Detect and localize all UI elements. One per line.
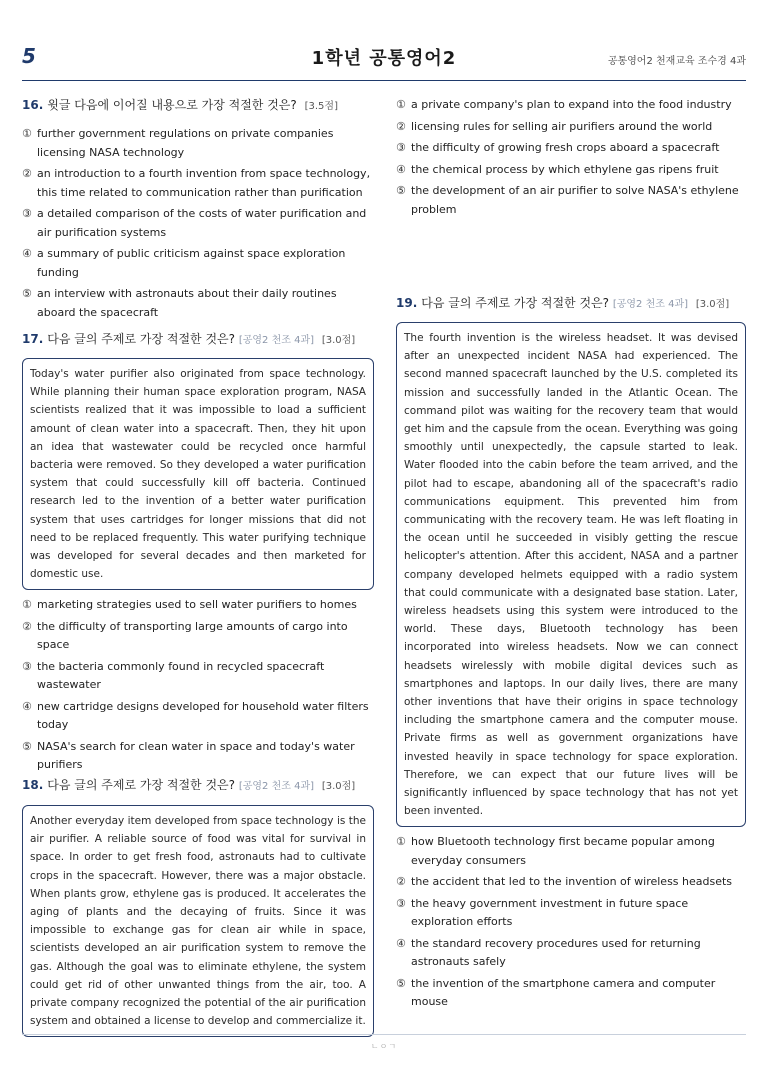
- source-tag: [공영2 천조 4과]: [238, 335, 315, 346]
- option-text: NASA's search for clean water in space and today's water purifiers: [37, 739, 355, 772]
- option-4[interactable]: [396, 161, 746, 180]
- option-marker: ③: [22, 659, 32, 673]
- option-3[interactable]: [22, 658, 374, 695]
- question-prompt: [396, 294, 746, 314]
- option-text: a detailed comparison of the costs of water purification and air purification systems: [37, 207, 367, 239]
- points: [3.0점]: [321, 781, 356, 792]
- question-18: [22, 776, 374, 1037]
- option-text: the chemical process by which ethylene gas ripens fruit: [411, 162, 719, 176]
- left-column: [22, 96, 374, 1028]
- option-text: the heavy government investment in future space exploration efforts: [411, 896, 689, 929]
- option-marker: ⑤: [396, 184, 406, 197]
- question-17: [22, 330, 374, 778]
- option-4[interactable]: [396, 935, 746, 972]
- option-text: further government regulations on private companies licensing NASA technology: [37, 127, 334, 159]
- option-4[interactable]: [22, 698, 374, 735]
- option-marker: ①: [22, 127, 32, 140]
- option-marker: ①: [22, 598, 32, 612]
- option-2[interactable]: [22, 165, 374, 202]
- option-text: the standard recovery procedures used for returning astronauts safely: [411, 936, 701, 969]
- points: [3.5점]: [304, 101, 338, 112]
- option-marker: ④: [22, 699, 32, 713]
- prompt-text: 윗글 다음에 이어질 내용으로 가장 적절한 것은?: [47, 98, 297, 112]
- option-marker: ②: [396, 875, 406, 889]
- page-title: 1학년 공통영어2: [311, 48, 457, 69]
- option-1[interactable]: [22, 596, 374, 615]
- option-text: the difficulty of growing fresh crops aboard a spacecraft: [411, 141, 720, 154]
- option-marker: ①: [396, 98, 406, 111]
- passage-box: Another everyday item developed from space technology is the air purifier. A reliable source of food was vital for survival in space. In order to get fresh food, astronauts had to cultivate crops in the spacecraft. However, there was a major obstacle. When plants grow, ethylene gas is produced. It accelerates the aging of plants and the decaying of fruits. Since it was impossible to exchange gas for clean air while in space, scientists developed an air purification system to remove the gas. Although the goal was to eliminate ethylene, the system could get rid of other unwanted things from the air, too. A private company recognized the potential of the air purification system and obtained a license to develop and commercialize it.: [22, 805, 374, 1037]
- option-text: licensing rules for selling air purifiers around the world: [411, 119, 713, 133]
- question-19: [396, 294, 746, 1015]
- option-text: how Bluetooth technology first became popular among everyday consumers: [411, 835, 715, 867]
- prompt-text: 다음 글의 주제로 가장 적절한 것은?: [421, 296, 609, 310]
- option-2[interactable]: [396, 118, 746, 137]
- option-text: a private company's plan to expand into the food industry: [411, 98, 732, 111]
- option-1[interactable]: [396, 833, 746, 870]
- option-marker: ②: [22, 619, 32, 633]
- option-text: marketing strategies used to sell water purifiers to homes: [37, 598, 357, 612]
- option-4[interactable]: [22, 245, 374, 282]
- option-text: the development of an air purifier to solve NASA's ethylene problem: [411, 184, 739, 216]
- points: [3.0점]: [695, 299, 730, 310]
- option-text: new cartridge designs developed for household water filters today: [37, 699, 369, 732]
- option-marker: ⑤: [396, 976, 406, 990]
- option-1[interactable]: [396, 96, 746, 115]
- option-5[interactable]: [396, 975, 746, 1012]
- option-marker: ③: [396, 141, 406, 154]
- option-text: an interview with astronauts about their daily routines aboard the spacecraft: [37, 287, 337, 319]
- question-number: 17.: [22, 332, 44, 346]
- question-number: 19.: [396, 296, 418, 310]
- option-marker: ③: [396, 896, 406, 910]
- right-column: [396, 96, 746, 1009]
- prompt-text: 다음 글의 주제로 가장 적절한 것은?: [47, 778, 235, 792]
- option-marker: ④: [396, 162, 406, 176]
- option-3[interactable]: [396, 895, 746, 932]
- option-2[interactable]: [22, 618, 374, 655]
- option-marker: ⑤: [22, 287, 32, 300]
- option-text: the difficulty of transporting large amounts of cargo into space: [37, 619, 348, 652]
- option-list: [22, 125, 374, 322]
- question-16: [22, 96, 374, 322]
- prompt-text: 다음 글의 주제로 가장 적절한 것은?: [47, 332, 235, 346]
- question-prompt: [22, 330, 374, 350]
- page-number: 5: [22, 44, 36, 68]
- option-marker: ①: [396, 835, 406, 849]
- footer-divider: [22, 1034, 746, 1035]
- page-subtitle: 공통영어2 천재교육 조수경 4과: [607, 56, 746, 67]
- page-header: [22, 40, 746, 81]
- passage-box: Today's water purifier also originated from space technology. While planning their human space exploration program, NASA scientists realized that it was impossible to load a sufficient amount of clean water into a spacecraft. Then, they hit upon an idea that wastewater could be recycled once harmful bacteria were removed. So they developed a water purification system that could successfully kill off bacteria. Continued research led to the invention of a better water purification system that uses cartridges for longer missions that did not need to be replaced frequently. This water purifying technique was developed for several decades and then marketed for domestic use.: [22, 358, 374, 590]
- option-5[interactable]: [22, 738, 374, 775]
- option-text: a summary of public criticism against space exploration funding: [37, 247, 346, 279]
- source-tag: [공영2 천조 4과]: [612, 299, 689, 310]
- option-5[interactable]: [396, 182, 746, 219]
- question-prompt: [22, 776, 374, 796]
- option-text: the bacteria commonly found in recycled spacecraft wastewater: [37, 659, 325, 692]
- passage-box: The fourth invention is the wireless headset. It was devised after an unexpected incident NASA had experienced. The second manned spacecraft launched by the U.S. completed its mission and successfully landed in the Atlantic Ocean. The command pilot was waiting for the recovery team that would get him and the capsule from the ocean. Everything was going smoothly until unexpectedly, the capsule started to leak. Water flooded into the cabin before the team arrived, and the pilot had to escape, abandoning all of the spacecraft's radio communications equipment. This prevented him from communicating with the recovery team. He was left floating in the ocean until he succeeded in visibly getting the rescue helicopter's attention. After this accident, NASA and a partner company developed helmets equipped with a radio system that could communicate with a designated base station. Later, wireless headsets using this system were introduced to the world. These days, Bluetooth technology has been incorporated into wireless headsets. Now we can connect headsets wirelessly with mobile digital devices such as smartphones and laptops. In our daily lives, there are many other inventions that have their origins in space technology including the smartphone camera and the computer mouse. Private firms as well as government organizations have invested heavily in space technology for space exploration. Therefore, we can expect that our future lives will be significantly influenced by space technology that has not yet been invented.: [396, 322, 746, 827]
- points: [3.0점]: [321, 335, 356, 346]
- footer-mark: ㄴㅇㄱ: [370, 1042, 398, 1051]
- option-marker: ④: [22, 247, 32, 260]
- option-text: the invention of the smartphone camera and computer mouse: [411, 976, 716, 1009]
- option-marker: ④: [396, 936, 406, 950]
- option-list: [396, 833, 746, 1012]
- option-marker: ③: [22, 207, 32, 220]
- option-marker: ②: [22, 167, 32, 180]
- option-list: [22, 596, 374, 775]
- option-marker: ②: [396, 119, 406, 133]
- option-2[interactable]: [396, 873, 746, 892]
- option-text: an introduction to a fourth invention from space technology, this time related to communication rather than purification: [37, 167, 371, 199]
- question-number: 16.: [22, 98, 44, 112]
- option-3[interactable]: [22, 205, 374, 242]
- option-3[interactable]: [396, 139, 746, 158]
- question-prompt: [22, 96, 374, 116]
- option-marker: ⑤: [22, 739, 32, 753]
- source-tag: [공영2 천조 4과]: [238, 781, 315, 792]
- q18-option-list: [396, 96, 746, 219]
- option-1[interactable]: [22, 125, 374, 162]
- option-5[interactable]: [22, 285, 374, 322]
- question-number: 18.: [22, 778, 44, 792]
- option-text: the accident that led to the invention of wireless headsets: [411, 875, 733, 889]
